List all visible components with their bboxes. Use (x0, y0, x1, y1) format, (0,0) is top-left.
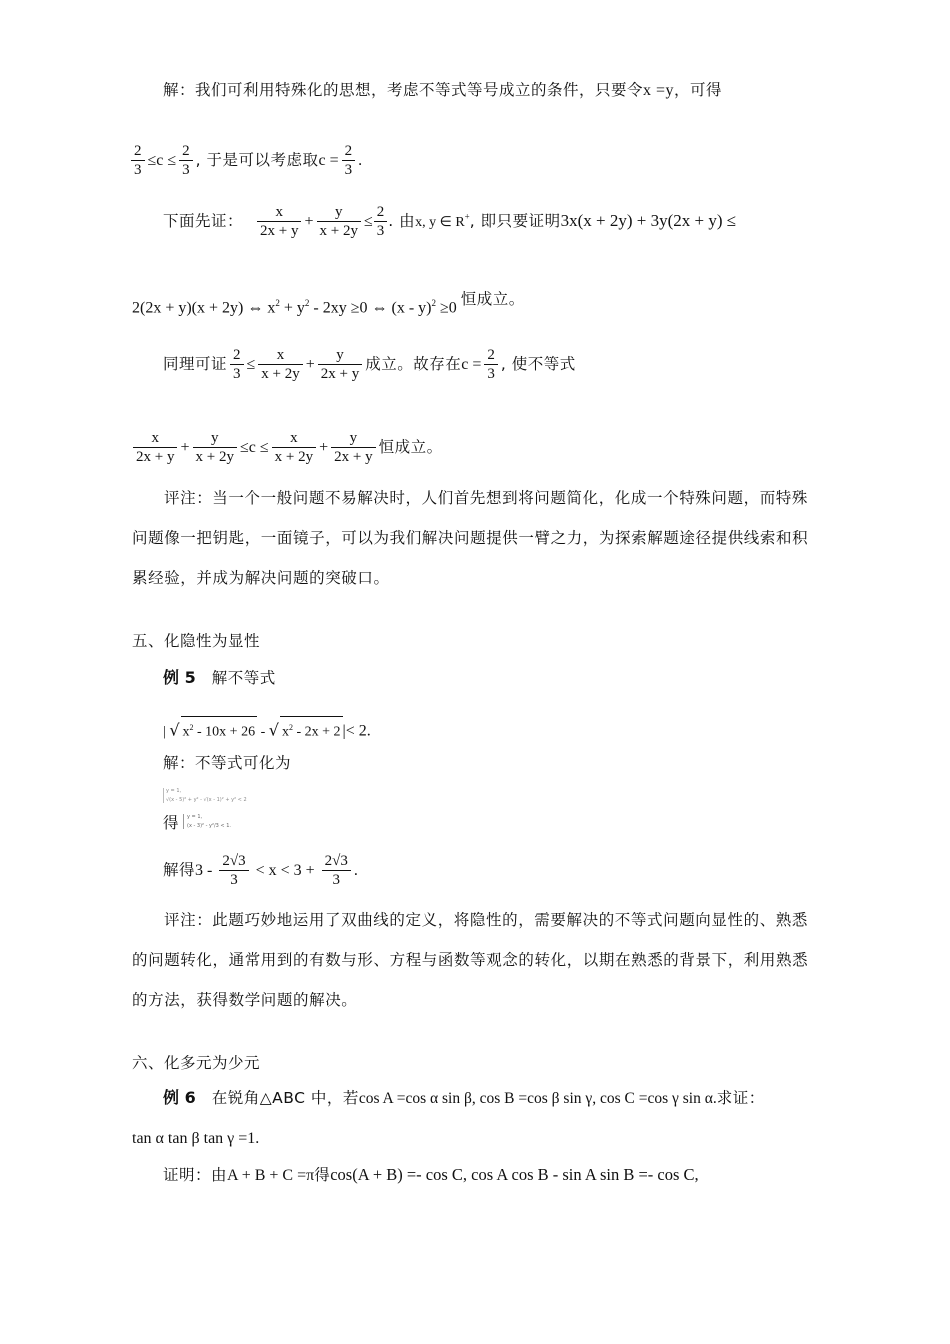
fraction (484, 346, 498, 383)
text: , 即只要证明 (469, 212, 561, 230)
solution-5-intro: 解：不等式可化为 (163, 754, 292, 772)
denominator: x + 2y (272, 447, 316, 466)
plus-sign: + (304, 213, 314, 230)
minus-sign: - (257, 724, 269, 740)
proof-6-line (163, 1164, 699, 1187)
plus-sign: + (305, 356, 315, 373)
text: 恒成立。 (460, 290, 525, 309)
numerator: x (276, 347, 285, 363)
expression: x (281, 724, 289, 740)
superscript: + (464, 211, 470, 222)
fraction (374, 203, 388, 240)
numerator: x (151, 430, 159, 446)
inequality-5 (163, 716, 371, 744)
expression: cos(A + B) =- cos C, cos A cos B - sin A sin B =- cos C, (330, 1165, 699, 1184)
range-of-c-line (128, 142, 362, 179)
denominator: 2x + y (133, 447, 177, 466)
fraction (179, 142, 193, 179)
fraction (230, 346, 244, 383)
de-line (163, 812, 179, 834)
numerator: 2 (182, 143, 190, 159)
example-6-line (163, 1087, 765, 1110)
example-label: 例 5 (163, 668, 196, 687)
expression: 3x(x + 2y) + 3y(2x + y) ≤ (560, 211, 737, 230)
denominator: 3 (230, 364, 244, 383)
example-label: 例 6 (163, 1088, 196, 1107)
fraction (193, 429, 237, 466)
example-6-goal: tan α tan β tan γ =1. (132, 1130, 260, 1147)
solution-intro-tail: ，可得 (674, 81, 723, 99)
denominator: 3 (342, 160, 356, 179)
text: 得 (163, 814, 180, 832)
tiny-system-1 (163, 788, 247, 803)
fraction (219, 852, 248, 889)
plus-sign: + (319, 439, 329, 456)
example-condition: cos A =cos α sin β, cos B =cos β sin γ, cos C =cos γ sin α. (358, 1090, 717, 1107)
fraction (331, 429, 375, 466)
numerator: y (336, 347, 344, 363)
numerator: y (210, 430, 219, 446)
fraction (133, 429, 177, 466)
denominator: 3 (219, 870, 248, 889)
equivalence-line (132, 292, 525, 319)
numerator: y (349, 430, 358, 446)
example-text: 在锐角△ABC 中，若 (211, 1089, 359, 1107)
numerator: x (275, 204, 283, 220)
radicand (280, 716, 343, 744)
fraction (317, 203, 361, 240)
numerator: x (290, 430, 298, 446)
superscript: 2 (189, 723, 194, 732)
period: . (353, 862, 358, 879)
result-5-line (163, 852, 358, 889)
similar-proof-line (163, 346, 576, 383)
superscript: 2 (304, 298, 310, 308)
numerator: 2 (344, 143, 353, 159)
inequality-sign: ≤c ≤ (239, 439, 269, 456)
text: 同理可证 (163, 355, 228, 373)
text: , 使不等式 (500, 355, 576, 373)
superscript: 2 (288, 723, 293, 732)
variable-domain: x, y ∈ R (415, 215, 465, 230)
numerator: 2 (376, 204, 385, 220)
tiny-system-2 (183, 814, 231, 829)
fraction (131, 142, 145, 179)
example-text: 解不等式 (211, 669, 276, 687)
abs-bar-and-bound: |< 2. (342, 722, 371, 740)
denominator: 3 (322, 870, 351, 889)
c-equals: c = (461, 356, 482, 373)
fraction (322, 852, 351, 889)
tiny-eq: √(x - 5)² + y² - √(x - 1)² + y² < 2 (166, 797, 247, 803)
numerator: y (335, 204, 343, 220)
text: 求证： (716, 1089, 765, 1107)
expression: A + B + C =π (227, 1167, 315, 1184)
comment-paragraph-1: 评注：当一个一般问题不易解决时，人们首先想到将问题简化，化成一个特殊问题，而特殊问题像一把钥匙，一面镜子，可以为我们解决问题提供一臂之力，为探索解题途径提供线索和积累经验，并成为解决问题的突破口。 (132, 489, 809, 587)
expression: - 10x + 26 (193, 724, 256, 740)
plus-sign: + (180, 439, 190, 456)
numerator: 2 (233, 347, 241, 363)
fraction (257, 203, 301, 240)
expression: + y (279, 299, 305, 317)
expression: 2(2x + y)(x + 2y) ⇔ x (132, 299, 276, 317)
inequality-sign: ≤ (363, 213, 373, 230)
numerator: 2√3 (222, 853, 246, 869)
period: . (358, 152, 363, 169)
text: 得 (314, 1166, 331, 1184)
denominator: 3 (179, 160, 193, 179)
comment-paragraph-2: 评注：此题巧妙地运用了双曲线的定义，将隐性的，需要解决的不等式问题向显性的、熟悉的问题转化，通常用到的有数与形、方程与函数等观念的转化，以期在熟悉的背景下，利用熟悉的方法，获得数学问题的解决。 (132, 911, 809, 1009)
text: . 由 (388, 212, 416, 230)
expression: - 2x + 2 (292, 724, 341, 740)
expression: ≥0 (435, 299, 457, 317)
tiny-eq: (x - 3)² - y²/3 < 1. (187, 823, 231, 829)
expression: < x < 3 + (251, 862, 319, 879)
inequality-sign: ≤c ≤ (147, 152, 177, 169)
solution-intro-text: 解：我们可利用特殊化的思想，考虑不等式等号成立的条件，只要令 (163, 81, 644, 99)
denominator: 2x + y (257, 221, 301, 240)
superscript: 2 (275, 298, 280, 308)
denominator: x + 2y (258, 364, 302, 383)
fraction (318, 346, 362, 383)
sqrt-icon: √ (169, 720, 180, 740)
text: 证明：由 (163, 1166, 228, 1184)
text: 下面先证： (163, 212, 244, 230)
c-equals: c = (318, 152, 339, 169)
text: 解得 (163, 861, 196, 879)
numerator: 2 (134, 143, 142, 159)
first-proof-line (163, 203, 736, 240)
section-6-heading: 六、化多元为少元 (132, 1054, 261, 1072)
example-5-line (163, 667, 276, 689)
solution-intro-line (163, 79, 722, 102)
denominator: x + 2y (317, 221, 361, 240)
tiny-eq: y = 1, (166, 788, 182, 794)
text: 成立。故存在 (365, 355, 462, 373)
denominator: 2x + y (331, 447, 375, 466)
denominator: x + 2y (193, 447, 237, 466)
denominator: 3 (374, 221, 388, 240)
condition-x-eq-y: x =y (643, 82, 675, 99)
expression: x (182, 724, 190, 740)
inequality-sign: ≤ (246, 356, 256, 373)
fraction (342, 142, 356, 179)
numerator: 2 (487, 347, 495, 363)
sqrt-icon: √ (268, 720, 279, 740)
fraction (272, 429, 316, 466)
fraction (258, 346, 302, 383)
text: , 于是可以考虑取 (195, 151, 319, 169)
denominator: 3 (484, 364, 498, 383)
expression: 3 - (195, 862, 217, 879)
expression: - 2xy ≥0 ⇔ (x - y) (309, 299, 432, 317)
denominator: 2x + y (318, 364, 362, 383)
abs-bar: | (163, 724, 166, 740)
denominator: 3 (131, 160, 145, 179)
numerator: 2√3 (324, 853, 348, 869)
text: 恒成立。 (378, 438, 443, 456)
radicand (181, 716, 258, 744)
section-5-heading: 五、化隐性为显性 (132, 632, 261, 650)
result-inequality-line (130, 429, 443, 466)
tiny-eq: y = 1, (187, 814, 203, 820)
superscript: 2 (431, 298, 436, 308)
